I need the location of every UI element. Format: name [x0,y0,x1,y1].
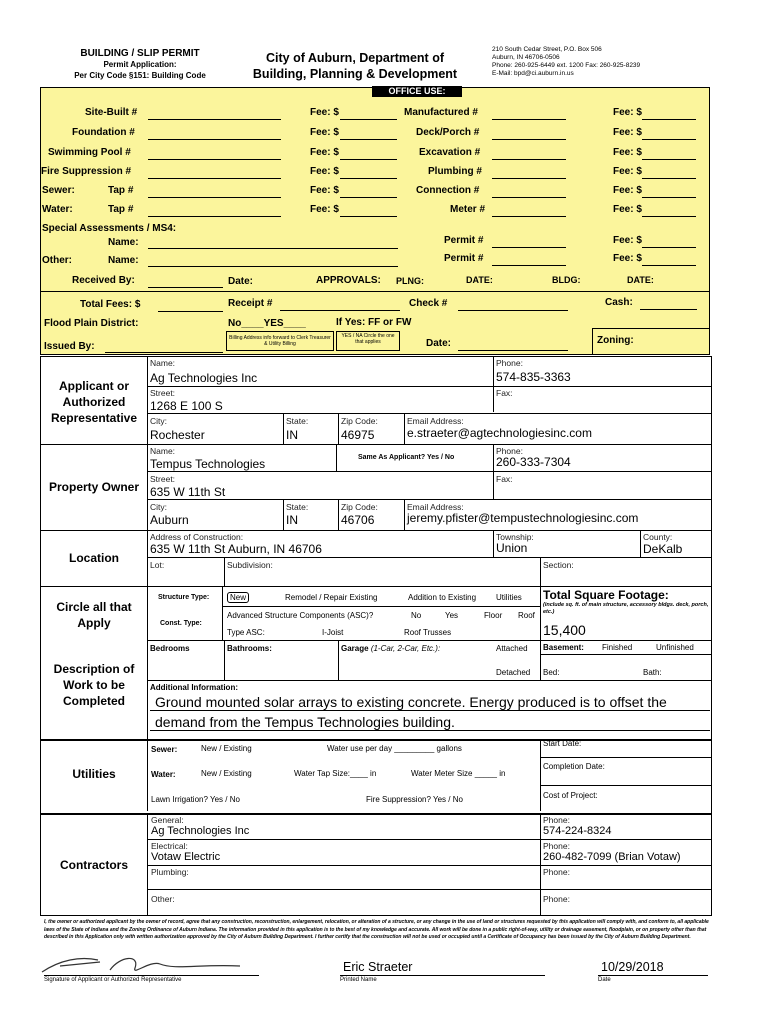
structure-type-label: Structure Type: [158,594,210,601]
divider [147,889,712,890]
divider [40,444,712,445]
divider [147,680,712,681]
owner-city-label: City: [150,502,167,512]
section-label: Section: [543,560,574,570]
swimming-pool-field[interactable] [148,159,281,160]
flood-plain-if-yes[interactable]: If Yes: FF or FW [336,317,412,328]
zoning-box[interactable] [592,328,710,355]
fee-label: Fee: $ [613,166,642,177]
flood-plain-label: Flood Plain District: [44,318,139,329]
applicant-phone[interactable]: 574-835-3363 [496,370,571,384]
garage-title: Garage [341,644,369,653]
ijoist-option[interactable]: I-Joist [322,628,344,637]
completion-date-label[interactable]: Completion Date: [543,762,605,771]
divider [540,557,541,586]
divider [40,586,712,587]
fee-field[interactable] [340,197,397,198]
owner-email[interactable]: jeremy.pfister@tempustechnologiesinc.com [407,511,639,525]
permit-label: Permit # [444,235,484,246]
fee-label: Fee: $ [613,253,642,264]
fee-field[interactable] [340,159,397,160]
divider [222,606,540,607]
utilities-section-label: Utilities [72,767,116,781]
circle-section-label: Circle all that Apply [56,600,132,630]
owner-section-label: Property Owner [48,480,140,494]
divider [147,471,712,472]
cash-label: Cash: [605,297,633,308]
applicant-email-label: Email Address: [407,416,464,426]
water-tap-size[interactable]: Water Tap Size:____ in [294,769,377,778]
total-sq-note: (include sq. ft. of main structure, accessory bldgs. deck, porch, etc.) [543,602,709,615]
sewer-tap-label: Tap # [108,185,134,196]
structure-remodel-option[interactable]: Remodel / Repair Existing [285,593,378,602]
plumbing-contractor-label[interactable]: Plumbing: [151,867,189,877]
fee-field[interactable] [340,119,397,120]
fee-label: Fee: $ [310,204,339,215]
asc-question: Advanced Structure Components (ASC)? [227,611,374,620]
other-name-field[interactable] [148,266,398,267]
zoning-label: Zoning: [597,335,634,346]
basement-bath-label: Bath: [643,668,662,677]
form-title: BUILDING / SLIP PERMIT [80,48,200,59]
county-label: County: [643,532,673,542]
water-new-existing[interactable]: New / Existing [201,769,252,778]
asc-yes-option[interactable]: Yes [445,611,459,620]
divider [338,413,339,444]
receipt-label: Receipt # [228,298,273,309]
divider [540,640,541,680]
printed-name-line [340,975,545,976]
applicant-zip-label: Zip Code: [341,416,378,426]
billing-note-box [226,331,334,351]
meter-label: Meter # [450,204,486,215]
other-contractor-label[interactable]: Other: [151,894,175,904]
printed-name[interactable]: Eric Straeter [343,960,413,974]
divider [493,530,494,557]
cash-field[interactable] [640,309,697,310]
divider [493,356,494,412]
address-construction[interactable]: 635 W 11th St Auburn, IN 46706 [150,542,322,556]
other-name-label: Name: [108,255,139,266]
type-asc-label: Type ASC: [227,628,265,637]
issued-by-label: Issued By: [44,341,95,352]
addr-line-1: 210 South Cedar Street, P.O. Box 506 [492,46,602,53]
divider [40,356,712,357]
addr-line-3: Phone: 260-925-6449 ext. 1200 Fax: 260-925-8239 [492,62,641,69]
additional-info-line-1[interactable]: Ground mounted solar arrays to existing concrete. Energy produced is to offset the [155,694,667,710]
owner-name-label: Name: [150,446,176,456]
electrical-phone-label: Phone: [543,841,570,851]
permit-field[interactable] [492,247,566,248]
owner-fax-label: Fax: [496,474,513,484]
divider [338,499,339,530]
applicant-name-label: Name: [150,358,176,368]
garage-label [341,644,440,653]
water-use-per-day[interactable]: Water use per day _________ gallons [327,744,462,753]
fee-field[interactable] [642,247,696,248]
fee-label: Fee: $ [613,204,642,215]
connection-label: Connection # [416,185,480,196]
issued-date-label: Date: [426,338,452,349]
water-tap-label: Tap # [108,204,134,215]
divider [147,356,148,444]
garage-note: (1-Car, 2-Car, Etc.): [370,644,441,653]
check-label: Check # [409,298,448,309]
divider [40,291,710,292]
contractors-section-label: Contractors [59,858,128,872]
garage-attached-option[interactable]: Attached [496,644,528,653]
total-fees-label: Total Fees: $ [80,299,141,310]
permit-label: Permit # [444,253,484,264]
fire-suppression-question[interactable]: Fire Suppression? Yes / No [366,795,463,804]
water-tap-field[interactable] [148,216,281,217]
owner-phone-label: Phone: [496,446,523,456]
date-line [598,975,708,976]
description-section-label: Description of Work to be Completed [53,662,135,708]
divider [540,739,541,811]
site-built-label: Site-Built # [85,107,138,118]
lot-label: Lot: [150,560,165,570]
excavation-field[interactable] [492,159,566,160]
yes-na-box [336,331,400,351]
divider [40,739,712,741]
check-field[interactable] [458,310,568,311]
applicant-email[interactable]: e.straeter@agtechnologiesinc.com [407,426,592,440]
special-name-field[interactable] [148,248,398,249]
owner-street-label: Street: [150,474,176,484]
fire-suppression-label: Fire Suppression # [41,166,132,177]
fee-label: Fee: $ [613,147,642,158]
total-sq-label: Total Square Footage: [543,588,669,602]
owner-city[interactable]: Auburn [150,513,189,527]
signature-line [44,975,259,976]
divider [540,586,541,640]
divider [147,444,148,530]
asc-roof-option[interactable]: Roof [518,611,535,620]
structure-addition-option[interactable]: Addition to Existing [408,593,477,602]
divider [404,499,405,530]
subdivision-label: Subdivision: [227,560,273,570]
addr-line-2: Auburn, IN 46706-0506 [492,54,560,61]
basement-unfinished-option[interactable]: Unfinished [656,643,694,652]
divider [40,813,712,815]
structure-new-option[interactable]: New [227,592,249,603]
plumbing-phone-label[interactable]: Phone: [543,867,570,877]
garage-detached-option[interactable]: Detached [496,668,531,677]
asc-floor-option[interactable]: Floor [484,611,503,620]
fee-field[interactable] [340,216,397,217]
additional-info-label: Additional Information: [150,683,238,692]
owner-zip-label: Zip Code: [341,502,378,512]
signature-date[interactable]: 10/29/2018 [601,960,664,974]
owner-name[interactable]: Tempus Technologies [150,457,266,471]
electrical-phone[interactable]: 260-482-7099 (Brian Votaw) [543,851,681,863]
fee-label: Fee: $ [310,166,339,177]
plng-label: PLNG: [396,276,424,286]
office-use-panel [40,87,710,355]
divider [640,530,641,557]
excavation-label: Excavation # [419,147,481,158]
township[interactable]: Union [496,541,528,555]
divider [404,413,405,444]
total-fees-field[interactable] [158,311,223,312]
general-phone-label: Phone: [543,815,570,825]
divider [147,386,712,387]
fee-label: Fee: $ [613,185,642,196]
issued-date-field[interactable] [458,350,568,351]
utility-water-label: Water: [151,770,176,779]
deck-porch-label: Deck/Porch # [416,127,480,138]
connection-field[interactable] [492,197,566,198]
water-label: Water: [42,204,73,215]
department-title [250,50,460,82]
fee-field[interactable] [642,159,696,160]
total-sq-value[interactable]: 15,400 [543,622,586,638]
general-phone[interactable]: 574-224-8324 [543,825,612,837]
foundation-field[interactable] [148,139,281,140]
plumbing-label: Plumbing # [428,166,482,177]
address-construction-label: Address of Construction: [150,532,244,542]
site-built-field[interactable] [148,119,281,120]
fee-field[interactable] [642,265,696,266]
owner-state[interactable]: IN [286,513,298,527]
applicant-city[interactable]: Rochester [150,428,205,442]
applicant-name[interactable]: Ag Technologies Inc [150,371,258,385]
bldg-date-label: DATE: [627,275,654,285]
fee-field[interactable] [340,139,397,140]
other-label: Other: [42,255,72,266]
applicant-street[interactable]: 1268 E 100 S [150,399,223,413]
divider [540,757,712,758]
divider [222,586,223,640]
sewer-label: Sewer: [42,185,75,196]
date-label: Date: [228,276,254,287]
owner-zip[interactable]: 46706 [341,513,375,527]
other-phone-label[interactable]: Phone: [543,894,570,904]
cost-of-project-label[interactable]: Cost of Project: [543,791,598,800]
fee-label: Fee: $ [310,127,339,138]
divider [540,654,712,655]
divider [336,444,337,471]
electrical-contractor-label: Electrical: [151,841,188,851]
office-use-title: OFFICE USE: [372,86,462,97]
fee-field[interactable] [340,178,397,179]
structure-utilities-option[interactable]: Utilities [496,593,522,602]
bldg-label: BLDG: [552,275,581,285]
sewer-tap-field[interactable] [148,197,281,198]
utility-sewer-label: Sewer: [151,745,178,754]
bathrooms-label: Bathrooms: [227,644,272,653]
fee-label: Fee: $ [310,147,339,158]
divider [338,640,339,680]
permit-field[interactable] [492,265,566,266]
dept-line-2: Building, Planning & Development [252,67,458,81]
divider [147,499,712,500]
divider [147,413,712,414]
fee-field[interactable] [642,178,696,179]
basement-finished-option[interactable]: Finished [602,643,633,652]
location-section-label: Location [69,551,119,565]
lawn-irrigation[interactable]: Lawn Irrigation? Yes / No [151,795,240,804]
applicant-city-label: City: [150,416,167,426]
water-meter-size[interactable]: Water Meter Size _____ in [411,769,506,778]
bedrooms-label: Bedrooms [150,644,190,653]
divider [147,557,712,558]
electrical-contractor[interactable]: Votaw Electric [151,851,221,863]
applicant-fax-label: Fax: [496,388,513,398]
divider [283,499,284,530]
divider [147,865,712,866]
divider [147,640,712,641]
additional-info-rule [150,730,710,731]
special-assessments-label: Special Assessments / MS4: [42,223,177,234]
divider [283,413,284,444]
applicant-section-label: Applicant or Authorized Representative [50,379,138,425]
general-contractor[interactable]: Ag Technologies Inc [151,825,250,837]
additional-info-rule [150,710,710,711]
divider [147,530,148,586]
applicant-phone-label: Phone: [496,358,523,368]
applicant-zip[interactable]: 46975 [341,428,375,442]
divider [147,586,148,739]
fee-label: Fee: $ [613,107,642,118]
date-label: Date [598,977,611,983]
receipt-field[interactable] [280,310,400,311]
asc-no-option[interactable]: No [411,611,422,620]
owner-state-label: State: [286,502,309,512]
county[interactable]: DeKalb [643,542,683,556]
fee-field[interactable] [642,197,696,198]
divider [147,739,148,811]
owner-email-label: Email Address: [407,502,464,512]
form-title-block [40,48,240,81]
fee-field[interactable] [642,216,696,217]
manufactured-field[interactable] [492,119,566,120]
fire-suppression-field[interactable] [148,178,281,179]
yes-na-note: YES / NA Circle the one that applies [341,333,395,345]
form-subtitle: Permit Application: [103,60,177,69]
applicant-state-label: State: [286,416,309,426]
swimming-pool-label: Swimming Pool # [48,147,131,158]
special-name-label: Name: [108,237,139,248]
deck-porch-field[interactable] [492,139,566,140]
fee-field[interactable] [642,119,696,120]
approvals-label: APPROVALS: [316,275,381,286]
general-contractor-label: General: [151,815,184,825]
printed-name-label: Printed Name [340,977,377,983]
fee-label: Fee: $ [613,127,642,138]
fee-label: Fee: $ [310,185,339,196]
department-address [492,46,640,78]
applicant-state[interactable]: IN [286,428,298,442]
divider [40,530,712,531]
additional-info-line-2[interactable]: demand from the Tempus Technologies building. [155,714,455,730]
fee-field[interactable] [642,139,696,140]
same-as-applicant[interactable]: Same As Applicant? Yes / No [358,454,455,461]
owner-phone[interactable]: 260-333-7304 [496,455,571,469]
foundation-label: Foundation # [72,127,135,138]
fee-label: Fee: $ [310,107,339,118]
received-by-label: Received By: [72,275,135,286]
signature-label: Signature of Applicant or Authorized Representative [44,977,182,983]
plumbing-field[interactable] [492,178,566,179]
form-code: Per City Code §151: Building Code [74,71,206,80]
divider [224,640,225,680]
flood-plain-options[interactable]: No____YES____ [228,318,306,329]
basement-bed-label: Bed: [543,668,560,677]
certification-text: I, the owner or authorized applicant by the owner of record, agree that any construction, reconstruction, enlargement, relocation, or alteration of a structure, or any change in the use of land or structures requested by this application will comply with, and conform to, all applicable laws of the State of Indiana and the Zoning Ordinance of Auburn Indiana. The information provided in this application is to the best of my knowledge and accurate. All work will be done in a public right-of-way, utility or drainage easement, floodplain, or on property other than that described in this Application only with written authorization approved by the City of Auburn Building Department. I further certify that the construction will not be used or occupied until a Certificate of Occupancy has been issued by the City of Auburn Building Department. [44,919,709,940]
addr-line-4: E-Mail: bpd@ci.auburn.in.us [492,70,574,77]
township-label: Township: [496,532,534,542]
meter-field[interactable] [492,216,566,217]
applicant-street-label: Street: [150,388,176,398]
sewer-new-existing[interactable]: New / Existing [201,744,252,753]
issued-by-field[interactable] [105,352,223,353]
divider [224,557,225,586]
manufactured-label: Manufactured # [404,107,478,118]
dept-line-1: City of Auburn, Department of [265,51,444,65]
billing-note: Billing Address info forward to Clerk Treasurer & Utility Billing [229,335,331,347]
basement-label: Basement: [543,643,584,652]
start-date-label[interactable]: Start Date: [543,739,582,748]
plng-date-label: DATE: [466,275,493,285]
fee-label: Fee: $ [613,235,642,246]
const-type-label: Const. Type: [160,620,202,627]
divider [147,839,712,840]
divider [540,785,712,786]
owner-street[interactable]: 635 W 11th St [150,485,226,499]
received-by-field[interactable] [148,287,223,288]
roof-trusses-option[interactable]: Roof Trusses [404,628,452,637]
